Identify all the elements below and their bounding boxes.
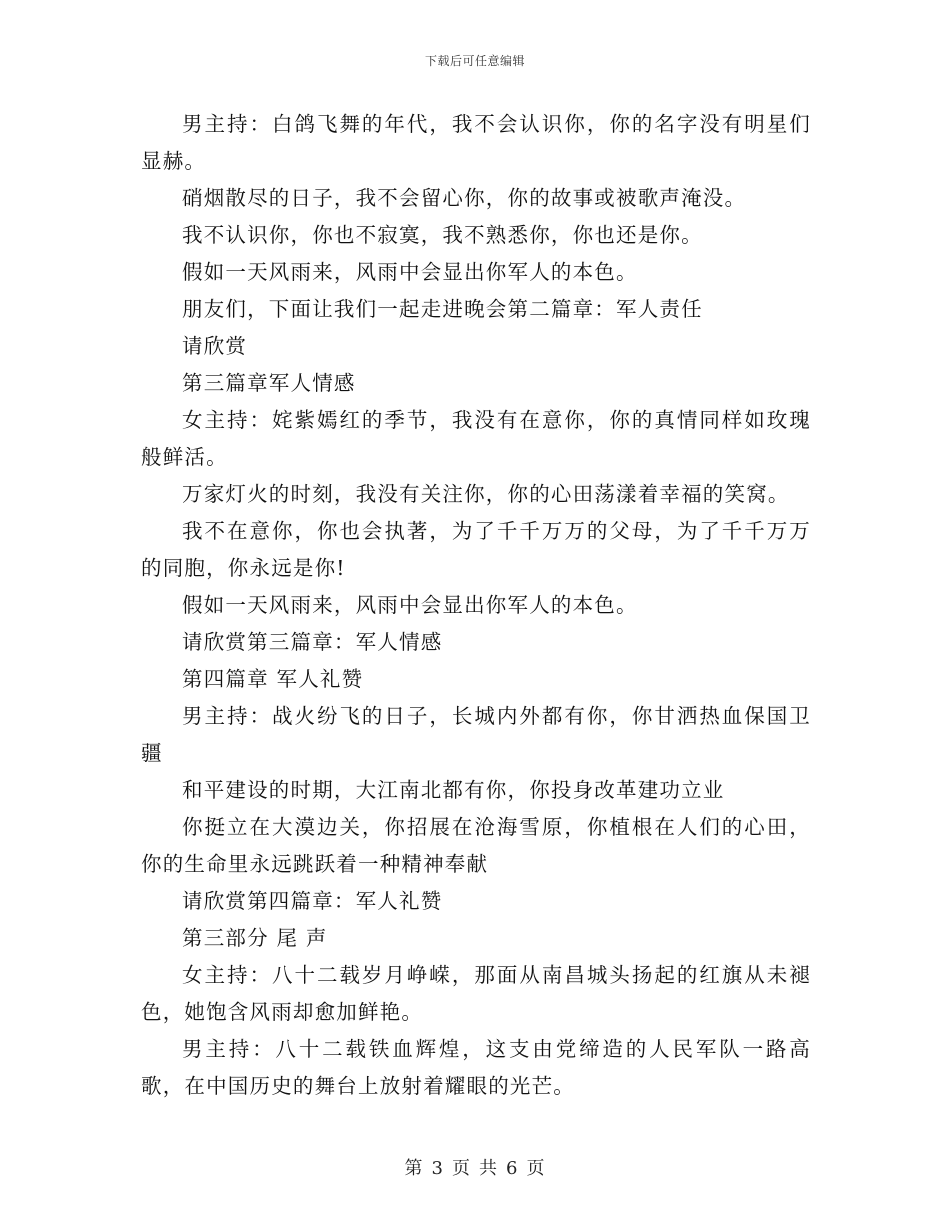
footer-label-page: 第 — [404, 1158, 424, 1179]
total-page-number: 6 — [506, 1158, 519, 1179]
paragraph: 假如一天风雨来，风雨中会显出你军人的本色。 — [182, 260, 638, 284]
paragraph: 请欣赏 — [182, 334, 248, 358]
paragraph: 你挺立在大漠边关，你招展在沧海雪原，你植根在人们的心田，你的生命里永远跳跃着一种精神奉献 — [141, 815, 811, 876]
paragraph: 请欣赏第四篇章：军人礼赞 — [182, 889, 443, 913]
section-heading: 第四篇章 军人礼赞 — [182, 667, 364, 691]
paragraph: 请欣赏第三篇章：军人情感 — [182, 630, 443, 654]
paragraph: 我不在意你，你也会执著，为了千千万万的父母，为了千千万万的同胞，你永远是你! — [141, 519, 811, 580]
page-footer — [0, 1154, 950, 1180]
paragraph: 我不认识你，你也不寂寞，我不熟悉你，你也还是你。 — [182, 223, 703, 247]
paragraph: 朋友们，下面让我们一起走进晚会第二篇章：军人责任 — [182, 297, 703, 321]
section-heading: 第三部分 尾 声 — [182, 926, 328, 950]
document-body — [141, 106, 811, 1105]
paragraph: 男主持：八十二载铁血辉煌，这支由党缔造的人民军队一路高歌，在中国历史的舞台上放射着耀眼的光芒。 — [141, 1037, 811, 1098]
paragraph: 男主持：白鸽飞舞的年代，我不会认识你，你的名字没有明星们显赫。 — [141, 112, 811, 173]
paragraph: 女主持：姹紫嫣红的季节，我没有在意你，你的真情同样如玫瑰般鲜活。 — [141, 408, 811, 469]
section-heading: 第三篇章军人情感 — [182, 371, 356, 395]
current-page-number: 3 — [431, 1158, 444, 1179]
paragraph: 男主持：战火纷飞的日子，长城内外都有你，你甘洒热血保国卫疆 — [141, 704, 811, 765]
footer-label-unit2: 页 — [526, 1158, 546, 1179]
paragraph: 万家灯火的时刻，我没有关注你，你的心田荡漾着幸福的笑窝。 — [182, 482, 790, 506]
paragraph: 假如一天风雨来，风雨中会显出你军人的本色。 — [182, 593, 638, 617]
paragraph: 和平建设的时期，大江南北都有你，你投身改革建功立业 — [182, 778, 725, 802]
footer-label-total: 共 — [479, 1158, 498, 1179]
paragraph: 硝烟散尽的日子，我不会留心你，你的故事或被歌声淹没。 — [182, 186, 747, 210]
page-header: 下载后可任意编辑 — [424, 54, 525, 68]
paragraph: 女主持：八十二载岁月峥嵘，那面从南昌城头扬起的红旗从未褪色，她饱含风雨却愈加鲜艳。 — [141, 963, 811, 1024]
footer-label-unit: 页 — [452, 1158, 471, 1179]
